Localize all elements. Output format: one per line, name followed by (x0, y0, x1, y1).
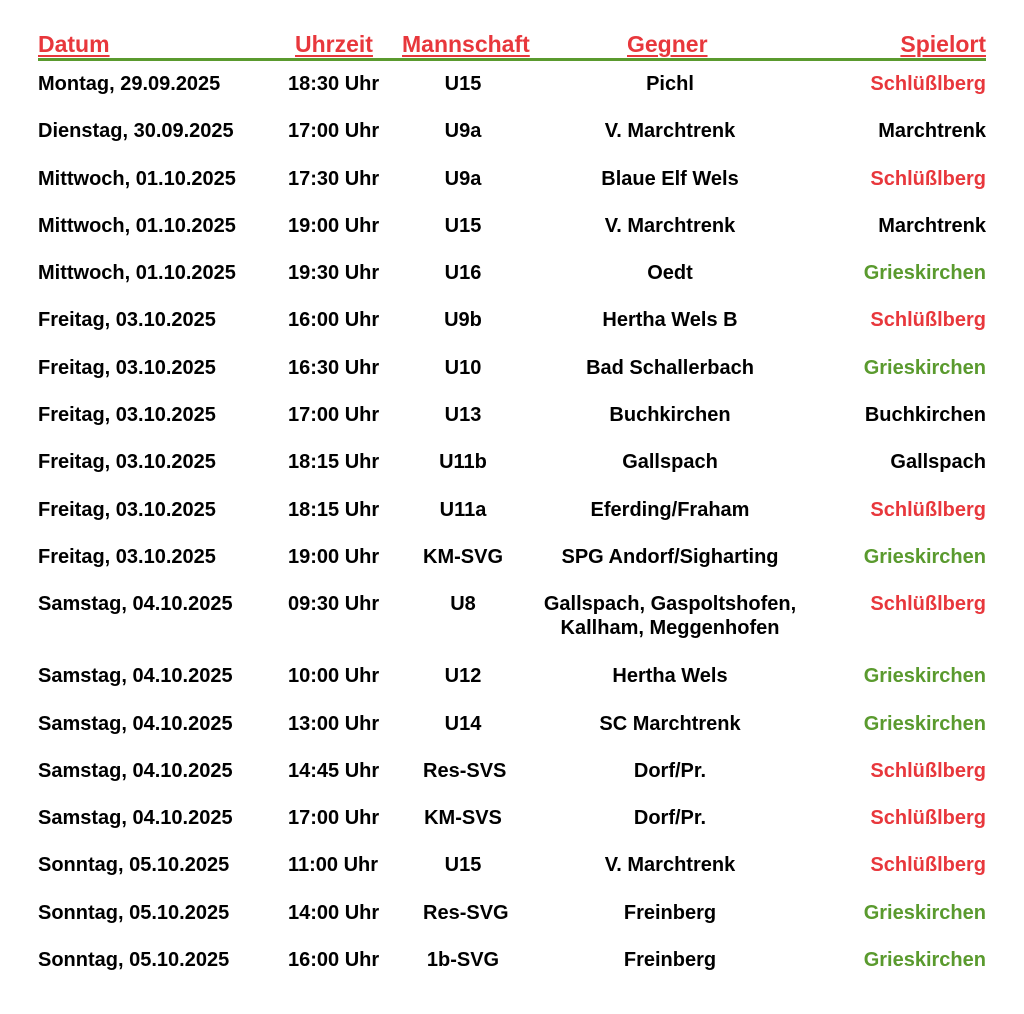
match-time: 11:00 Uhr (288, 854, 379, 877)
opponent-line: Oedt (647, 262, 693, 285)
opponent-line: Eferding/Fraham (590, 498, 750, 521)
opponent-line: Dorf/Pr. (633, 807, 707, 830)
opponent-name (520, 759, 820, 783)
opponent-name (520, 119, 820, 143)
opponent-name (520, 948, 820, 972)
opponent-name (520, 308, 820, 332)
opponent-line: Freinberg (623, 901, 717, 924)
match-date: Freitag, 03.10.2025 (38, 404, 216, 427)
header-time: Uhrzeit (295, 31, 373, 57)
opponent-line: Pichl (646, 73, 694, 95)
table-row (38, 345, 986, 392)
opponent-name (520, 498, 820, 522)
match-time: 16:00 Uhr (288, 309, 380, 332)
match-date: Samstag, 04.10.2025 (38, 593, 233, 616)
venue-name: Grieskirchen (863, 901, 986, 924)
team-name: U9a (444, 120, 482, 143)
opponent-name (520, 450, 820, 474)
table-row (38, 534, 986, 581)
match-date: Mittwoch, 01.10.2025 (38, 214, 236, 237)
opponent-line: Kallham, Meggenhofen (560, 617, 780, 640)
opponent-name (520, 712, 820, 736)
team-name: U16 (444, 262, 482, 285)
opponent-line: Gallspach, Gaspoltshofen, (543, 593, 797, 616)
opponent-line: Gallspach (622, 451, 718, 474)
match-date: Dienstag, 30.09.2025 (38, 120, 234, 143)
opponent-line: V. Marchtrenk (604, 854, 736, 877)
header-opponent: Gegner (627, 31, 708, 57)
match-time: 17:00 Uhr (288, 404, 380, 427)
table-header (38, 30, 986, 61)
team-name: KM-SVG (423, 545, 503, 568)
match-date: Freitag, 03.10.2025 (38, 309, 216, 332)
table-row (38, 842, 986, 889)
team-name: Res-SVS (423, 759, 507, 782)
table-body (38, 61, 986, 984)
venue-name: Buchkirchen (864, 404, 986, 427)
table-row (38, 487, 986, 534)
team-name: U9b (444, 309, 482, 332)
opponent-name (520, 72, 820, 96)
team-name: U12 (444, 665, 482, 688)
opponent-name (520, 167, 820, 191)
match-time: 14:00 Uhr (288, 901, 380, 924)
opponent-name (520, 901, 820, 925)
opponent-line: SC Marchtrenk (599, 712, 741, 735)
header-date: Datum (38, 31, 110, 57)
match-time: 18:15 Uhr (288, 498, 380, 521)
match-date: Samstag, 04.10.2025 (38, 807, 233, 830)
venue-name: Gallspach (890, 451, 986, 474)
match-date: Montag, 29.09.2025 (38, 73, 221, 95)
table-row (38, 937, 986, 984)
match-time: 19:00 Uhr (288, 545, 380, 568)
opponent-line: Blaue Elf Wels (601, 167, 739, 190)
match-date: Sonntag, 05.10.2025 (38, 949, 230, 972)
venue-name: Grieskirchen (863, 712, 986, 735)
venue-name: Grieskirchen (863, 356, 986, 379)
team-name: Res-SVG (423, 901, 509, 924)
header-venue: Spielort (900, 31, 986, 57)
opponent-name (520, 261, 820, 285)
opponent-line: Hertha Wels B (602, 309, 738, 332)
venue-name: Schlüßlberg (870, 309, 986, 332)
table-row (38, 748, 986, 795)
header-team: Mannschaft (402, 31, 530, 57)
opponent-name (520, 545, 820, 569)
opponent-line: Bad Schallerbach (586, 356, 754, 379)
table-row (38, 61, 986, 108)
table-row (38, 108, 986, 155)
team-name: U15 (444, 73, 482, 95)
match-date: Samstag, 04.10.2025 (38, 665, 233, 688)
team-name: KM-SVS (424, 807, 502, 830)
opponent-name (520, 403, 820, 427)
opponent-name (520, 214, 820, 238)
opponent-line: Dorf/Pr. (633, 759, 707, 782)
table-row (38, 392, 986, 439)
venue-name: Schlüßlberg (870, 854, 986, 877)
venue-name: Grieskirchen (863, 545, 986, 568)
team-name: U14 (444, 712, 482, 735)
table-row (38, 439, 986, 486)
venue-name: Schlüßlberg (870, 759, 986, 782)
match-date: Samstag, 04.10.2025 (38, 712, 233, 735)
match-time: 18:15 Uhr (288, 451, 380, 474)
match-date: Sonntag, 05.10.2025 (38, 901, 230, 924)
match-time: 19:00 Uhr (288, 214, 380, 237)
table-row (38, 890, 986, 937)
opponent-name (520, 356, 820, 380)
team-name: 1b-SVG (426, 949, 500, 972)
venue-name: Schlüßlberg (870, 593, 986, 616)
match-date: Samstag, 04.10.2025 (38, 759, 233, 782)
table-row (38, 297, 986, 344)
table-row (38, 156, 986, 203)
match-time: 16:30 Uhr (288, 356, 380, 379)
match-time: 10:00 Uhr (288, 665, 380, 688)
match-date: Mittwoch, 01.10.2025 (38, 167, 236, 190)
match-time: 18:30 Uhr (288, 73, 380, 95)
team-name: U8 (450, 593, 476, 616)
opponent-line: V. Marchtrenk (604, 120, 736, 143)
venue-name: Grieskirchen (863, 262, 986, 285)
match-time: 19:30 Uhr (288, 262, 380, 285)
table-row (38, 795, 986, 842)
venue-name: Marchtrenk (878, 120, 986, 143)
team-name: U15 (444, 854, 482, 877)
match-time: 14:45 Uhr (288, 759, 380, 782)
table-row (38, 581, 986, 653)
table-row (38, 701, 986, 748)
venue-name: Schlüßlberg (870, 73, 986, 95)
match-date: Freitag, 03.10.2025 (38, 356, 216, 379)
venue-name: Grieskirchen (863, 949, 986, 972)
match-date: Mittwoch, 01.10.2025 (38, 262, 236, 285)
opponent-line: SPG Andorf/Sigharting (561, 545, 779, 568)
team-name: U9a (444, 167, 482, 190)
match-time: 17:00 Uhr (288, 807, 380, 830)
team-name: U13 (444, 404, 482, 427)
match-time: 17:30 Uhr (288, 167, 380, 190)
table-row (38, 203, 986, 250)
opponent-line: Hertha Wels (612, 665, 728, 688)
match-time: 16:00 Uhr (288, 949, 380, 972)
opponent-name (520, 592, 820, 640)
match-date: Sonntag, 05.10.2025 (38, 854, 230, 877)
venue-name: Grieskirchen (863, 665, 986, 688)
match-date: Freitag, 03.10.2025 (38, 498, 216, 521)
match-time: 17:00 Uhr (288, 120, 380, 143)
match-time: 13:00 Uhr (288, 712, 380, 735)
opponent-line: V. Marchtrenk (604, 214, 736, 237)
team-name: U10 (444, 356, 482, 379)
table-row (38, 250, 986, 297)
team-name: U11a (439, 498, 487, 521)
opponent-name (520, 664, 820, 688)
venue-name: Schlüßlberg (870, 167, 986, 190)
opponent-line: Freinberg (623, 949, 717, 972)
opponent-line: Buchkirchen (609, 404, 731, 427)
opponent-name (520, 806, 820, 830)
team-name: U11b (439, 451, 487, 474)
venue-name: Marchtrenk (878, 214, 986, 237)
match-schedule-table (38, 30, 986, 984)
match-date: Freitag, 03.10.2025 (38, 545, 216, 568)
venue-name: Schlüßlberg (870, 498, 986, 521)
opponent-name (520, 853, 820, 877)
team-name: U15 (444, 214, 482, 237)
venue-name: Schlüßlberg (870, 807, 986, 830)
match-time: 09:30 Uhr (288, 593, 380, 616)
table-row (38, 653, 986, 700)
match-date: Freitag, 03.10.2025 (38, 451, 216, 474)
